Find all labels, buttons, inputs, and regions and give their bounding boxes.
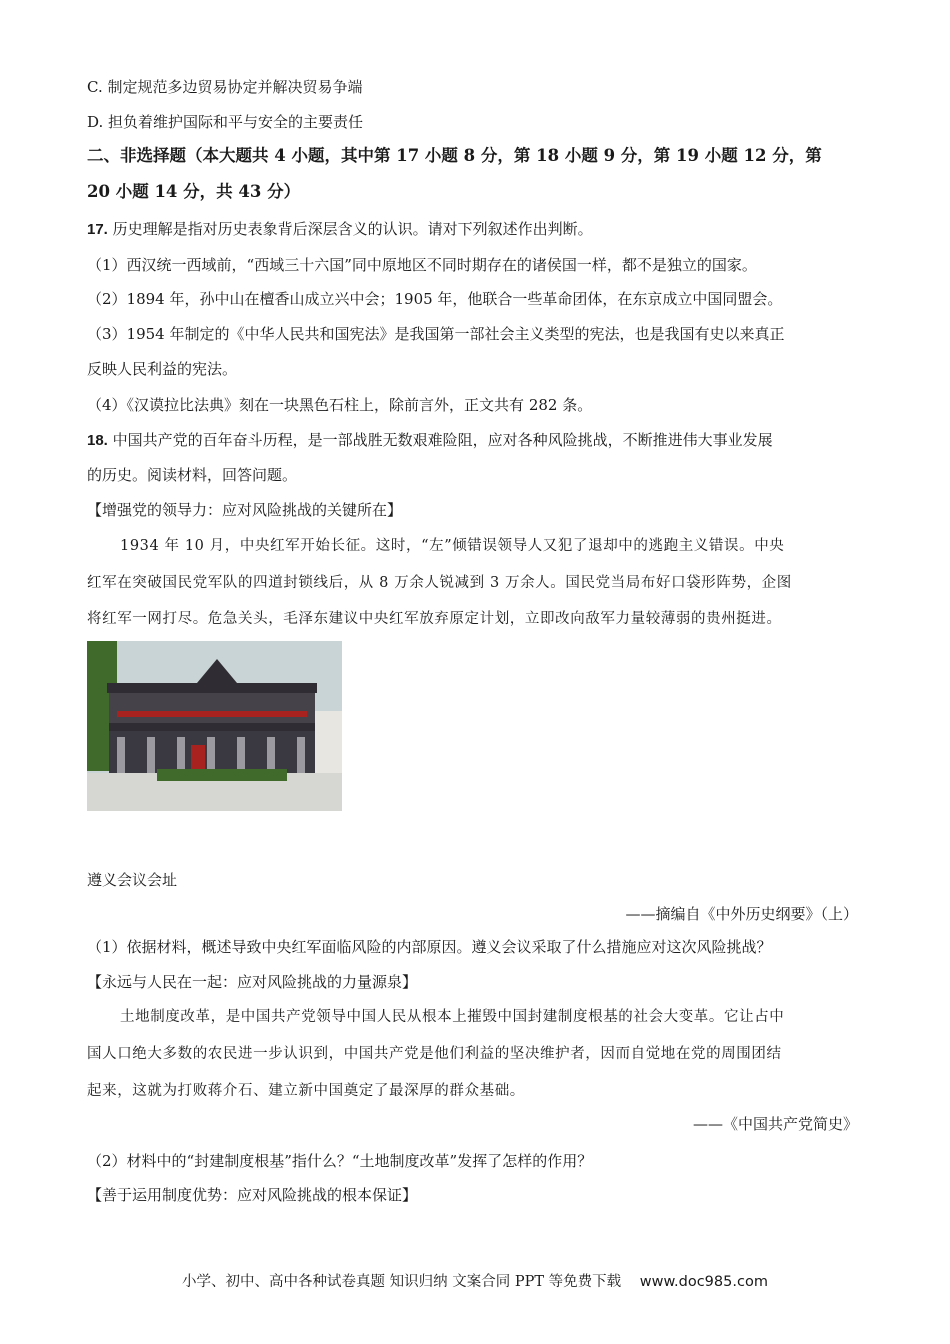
q18-number: 18. xyxy=(87,432,108,449)
source-1: ——摘编自《中外历史纲要》（上） xyxy=(625,905,858,923)
option-d: D. 担负着维护国际和平与安全的主要责任 xyxy=(87,113,364,131)
q17-item-3-cont: 反映人民利益的宪法。 xyxy=(87,360,238,378)
part2-title: 【永远与人民在一起：应对风险挑战的力量源泉】 xyxy=(87,973,418,991)
part2-text-3: 起来，这就为打败蒋介石、建立新中国奠定了最深厚的群众基础。 xyxy=(87,1083,525,1099)
photo-floor-band xyxy=(109,723,315,731)
q17-item-1: （1）西汉统一西域前，“西域三十六国”同中原地区不同时期存在的诸侯国一样，都不是独立的国家。 xyxy=(87,256,757,274)
zunyi-conference-site-photo xyxy=(87,641,342,811)
part3-title: 【善于运用制度优势：应对风险挑战的根本保证】 xyxy=(87,1186,418,1204)
q17-stem-text: 历史理解是指对历史表象背后深层含义的认识。请对下列叙述作出判断。 xyxy=(112,220,593,238)
part1-text-2: 红军在突破国民党军队的四道封锁线后，从 8 万余人锐减到 3 万余人。国民党当局布好口袋形阵势，企图 xyxy=(87,575,792,591)
option-c: C. 制定规范多边贸易协定并解决贸易争端 xyxy=(87,78,363,96)
q17-number: 17. xyxy=(87,221,108,238)
footer-text: 小学、初中、高中各种试卷真题 知识归纳 文案合同 PPT 等免费下载 xyxy=(182,1274,622,1290)
photo-plants xyxy=(157,769,287,781)
photo-red-railing xyxy=(117,711,307,717)
q18-sub-question-2: （2）材料中的“封建制度根基”指什么？“土地制度改革”发挥了怎样的作用？ xyxy=(87,1152,593,1170)
photo-red-door xyxy=(191,745,205,773)
part1-title: 【增强党的领导力：应对风险挑战的关键所在】 xyxy=(87,501,403,519)
q18-stem-cont: 的历史。阅读材料，回答问题。 xyxy=(87,466,298,484)
q18-sub-question-1: （1）依据材料，概述导致中央红军面临风险的内部原因。遵义会议采取了什么措施应对这次风险挑战？ xyxy=(87,938,772,956)
q17-item-3: （3）1954 年制定的《中华人民共和国宪法》是我国第一部社会主义类型的宪法，也是我国有史以来真正 xyxy=(87,325,785,343)
photo-roof xyxy=(107,683,317,693)
footer xyxy=(0,1270,950,1291)
footer-url[interactable]: www.doc985.com xyxy=(639,1274,768,1290)
photo-caption: 遵义会议会址 xyxy=(87,871,178,889)
q18-stem-text: 中国共产党的百年奋斗历程，是一部战胜无数艰难险阻，应对各种风险挑战，不断推进伟大事业发展 xyxy=(112,431,773,449)
q17-item-4: （4）《汉谟拉比法典》刻在一块黑色石柱上，除前言外，正文共有 282 条。 xyxy=(87,396,593,414)
q17-stem xyxy=(87,218,858,241)
part2-text-1: 土地制度改革，是中国共产党领导中国人民从根本上摧毁中国封建制度根基的社会大变革。它让占中 xyxy=(120,1009,785,1025)
q17-item-2: （2）1894 年，孙中山在檀香山成立兴中会；1905 年，他联合一些革命团体，在东京成立中国同盟会。 xyxy=(87,290,783,308)
part1-text-1: 1934 年 10 月，中央红军开始长征。这时，“左”倾错误领导人又犯了退却中的逃跑主义错误。中央 xyxy=(120,538,785,554)
q18-stem xyxy=(87,429,858,452)
part1-text-3: 将红军一网打尽。危急关头，毛泽东建议中央红军放弃原定计划，立即改向敌军力量较薄弱的贵州挺进。 xyxy=(87,611,782,627)
source-2: ——《中国共产党简史》 xyxy=(692,1115,858,1133)
section-heading-line2: 20 小题 14 分，共 43 分） xyxy=(87,182,301,201)
part2-text-2: 国人口绝大多数的农民进一步认识到，中国共产党是他们利益的坚决维护者，因而自觉地在党的周围团结 xyxy=(87,1046,782,1062)
section-heading-line1: 二、非选择题（本大题共 4 小题，其中第 17 小题 8 分，第 18 小题 9 分，第 19 小题 12 分，第 xyxy=(87,146,822,165)
